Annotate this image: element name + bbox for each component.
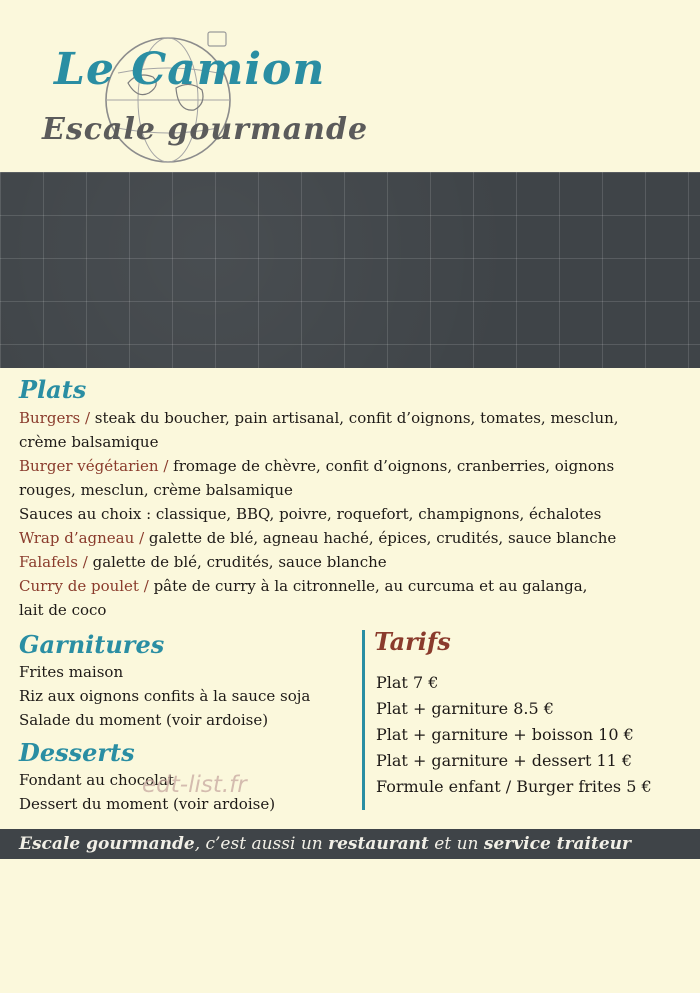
chalkboard-banner [0,172,700,368]
item-description: galette de blé, crudités, sauce blanche [92,553,387,571]
menu-item-burgers [19,406,659,430]
separator: / [134,529,149,547]
garnitures-list [19,660,310,732]
list-item: Riz aux oignons confits à la sauce soja [19,687,311,705]
plats-list [19,406,659,622]
brand-title: Le Camion [54,44,326,95]
item-description-cont: lait de coco [19,601,107,619]
price-item: Plat 7 € [376,673,439,692]
price-item: Plat + garniture 8.5 € [376,699,554,718]
item-name: Curry de poulet [19,577,139,595]
item-description: steak du boucher, pain artisanal, confit d’oignons, tomates, mesclun, [94,409,619,427]
tarifs-list [376,670,652,800]
menu-item-curry [19,574,659,598]
separator: / [158,457,174,475]
watermark: edt-list.fr [142,772,247,798]
menu-item-falafels [19,550,659,574]
item-description-cont: rouges, mesclun, crème balsamique [19,481,293,499]
list-item: Salade du moment (voir ardoise) [19,711,269,729]
item-name: Falafels [19,553,78,571]
footer-text-brand: Escale gourmande [19,834,195,854]
item-name: Burger végétarien [19,457,159,475]
item-name: Wrap d’agneau [19,529,135,547]
list-item: Fondant au chocolat [19,771,174,789]
price-item: Plat + garniture + boisson 10 € [376,725,634,744]
separator: / [80,409,95,427]
header [0,0,700,172]
menu-item-wrap [19,526,659,550]
footer-text-traiteur: service traiteur [483,834,631,854]
item-description-cont: crème balsamique [19,433,159,451]
list-item: Dessert du moment (voir ardoise) [19,795,276,813]
separator: / [138,577,154,595]
menu-item-burger-vegetarien [19,454,659,478]
price-item: Formule enfant / Burger frites 5 € [376,777,652,796]
item-name: Burgers [19,409,81,427]
item-description: galette de blé, agneau haché, épices, crudités, sauce blanche [148,529,617,547]
footer-text: , c’est aussi un [194,834,329,854]
plats-title: Plats [19,375,87,404]
separator: / [78,553,93,571]
list-item: Frites maison [19,663,124,681]
garnitures-title: Garnitures [19,630,165,659]
footer-text: et un [428,834,484,854]
item-description: pâte de curry à la citronnelle, au curcuma et au galanga, [153,577,588,595]
sauces-line: Sauces au choix : classique, BBQ, poivre, roquefort, champignons, échalotes [19,505,602,523]
tarifs-title: Tarifs [374,627,451,656]
brand-subtitle: Escale gourmande [42,112,369,147]
desserts-title: Desserts [19,738,135,767]
price-item: Plat + garniture + dessert 11 € [376,751,633,770]
item-description: fromage de chèvre, confit d’oignons, cranberries, oignons [173,457,615,475]
divider [362,630,365,810]
footer-text-restaurant: restaurant [328,834,429,854]
footer-banner [0,829,700,859]
